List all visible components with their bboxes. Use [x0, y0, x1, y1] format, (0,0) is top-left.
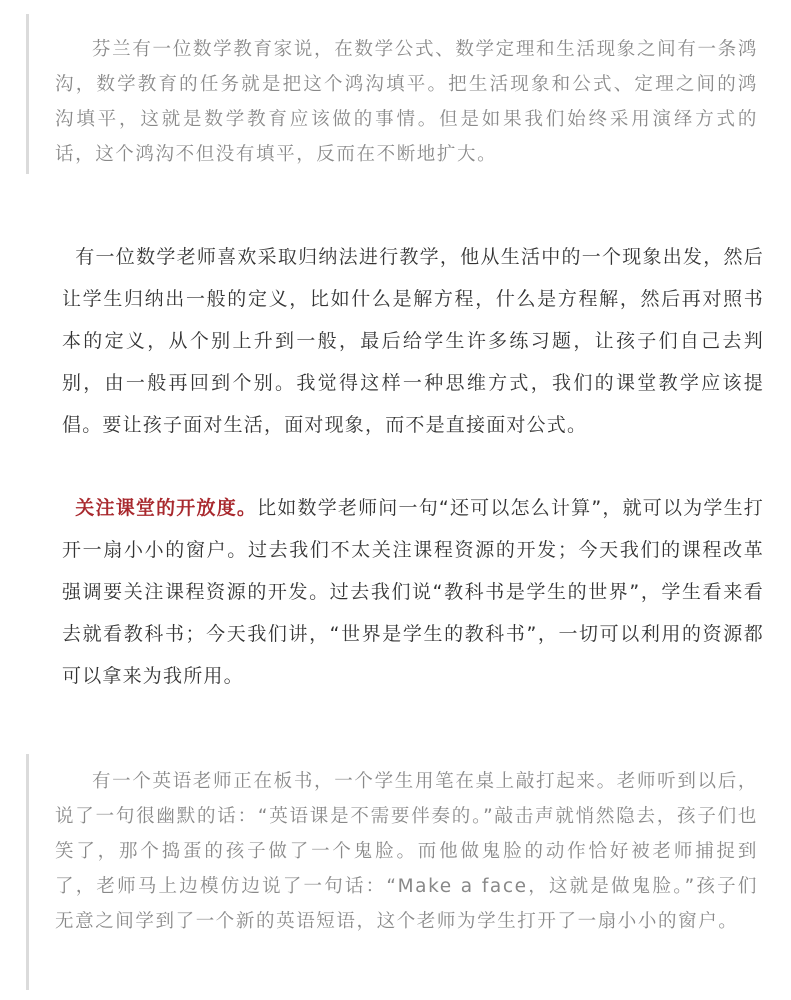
blockquote-english-teacher-story	[26, 754, 766, 990]
paragraph-induction-method	[62, 236, 764, 446]
paragraph-heading-emphasis: 关注课堂的开放度。	[75, 497, 258, 519]
quote-text: 芬兰有一位数学教育家说，在数学公式、数学定理和生活现象之间有一条鸿沟，数学教育的任务就是把这个鸿沟填平。把生活现象和公式、定理之间的鸿沟填平，这就是数学教育应该做的事情。但是如果我们始终采用演绎方式的话，这个鸿沟不但没有填平，反而在不断地扩大。	[55, 39, 758, 165]
blockquote-finland-educator	[26, 14, 766, 174]
paragraph-classroom-openness	[62, 487, 764, 697]
quote-text: 有一个英语老师正在板书，一个学生用笔在桌上敲打起来。老师听到以后，说了一句很幽默的话：“英语课是不需要伴奏的。”敲击声就悄然隐去，孩子们也笑了，那个捣蛋的孩子做了一个鬼脸。而他做鬼脸的动作恰好被老师捕捉到了，老师马上边模仿边说了一句话：“Make a face，这就是做鬼脸。”孩子们无意之间学到了一个新的英语短语，这个老师为学生打开了一扇小小的窗户。	[55, 771, 758, 932]
paragraph-text: 有一位数学老师喜欢采取归纳法进行教学，他从生活中的一个现象出发，然后让学生归纳出一般的定义，比如什么是解方程，什么是方程解，然后再对照书本的定义，从个别上升到一般，最后给学生许多练习题，让孩子们自己去判别，由一般再回到个别。我觉得这样一种思维方式，我们的课堂教学应该提倡。要让孩子面对生活，面对现象，而不是直接面对公式。	[62, 246, 764, 436]
paragraph-text: 比如数学老师问一句“还可以怎么计算”，就可以为学生打开一扇小小的窗户。过去我们不太关注课程资源的开发；今天我们的课程改革强调要关注课程资源的开发。过去我们说“教科书是学生的世界”，学生看来看去就看教科书；今天我们讲，“世界是学生的教科书”，一切可以利用的资源都可以拿来为我所用。	[62, 497, 764, 687]
